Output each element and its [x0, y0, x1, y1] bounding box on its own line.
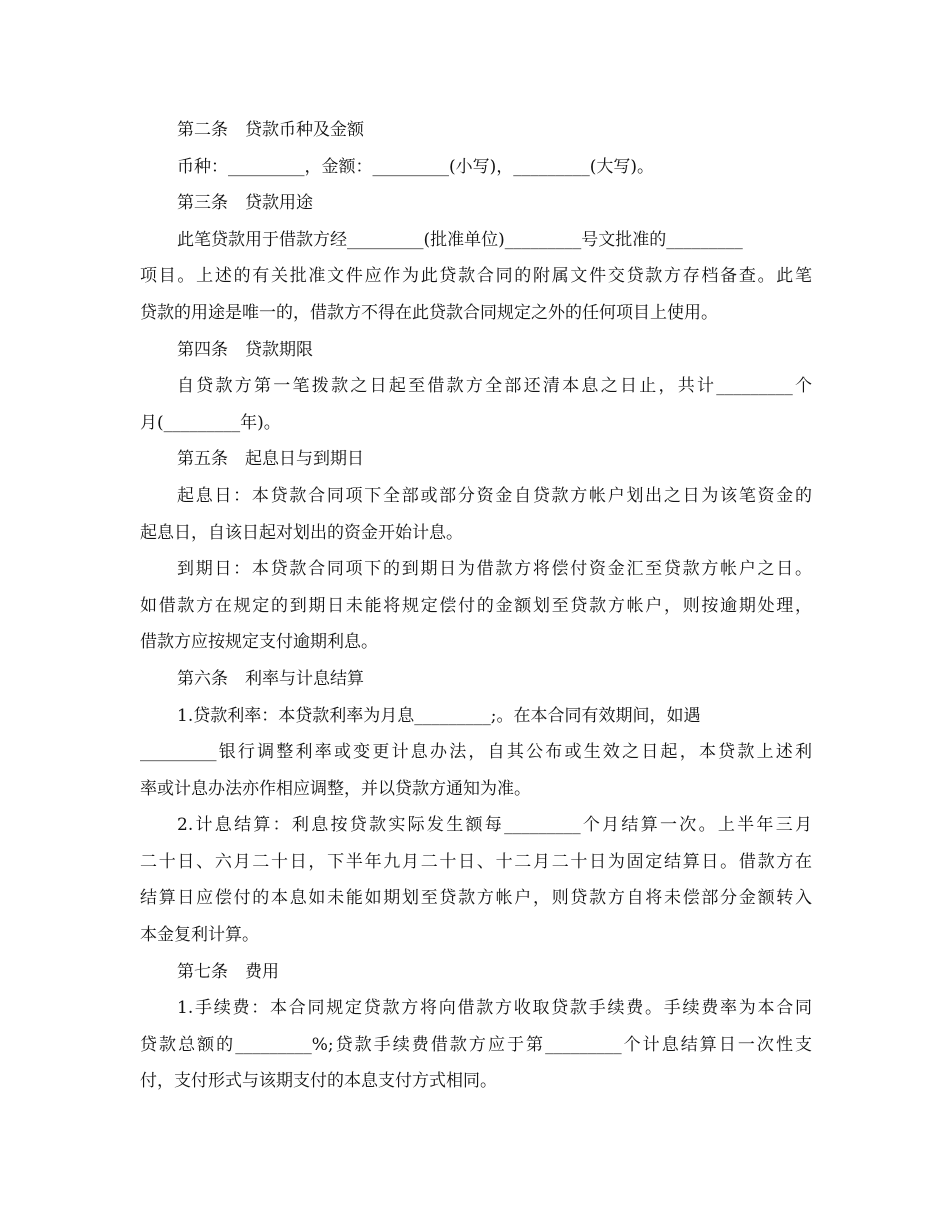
article-4-body-line-2: 月(_________年)。: [140, 412, 281, 433]
article-7-fee-line-2: 贷款总额的_________%;贷款手续费借款方应于第_________个计息结算日一次性支: [140, 1034, 812, 1055]
article-4-body-line-1: 自贷款方第一笔拨款之日起至借款方全部还清本息之日止，共计_________个: [177, 376, 812, 397]
article-6-heading: 第六条 利率与计息结算: [177, 668, 364, 689]
article-6-rate-line-1: 1.贷款利率：本贷款利率为月息_________;。在本合同有效期间，如遇: [177, 705, 701, 726]
article-7-fee-line-3: 付，支付形式与该期支付的本息支付方式相同。: [140, 1071, 497, 1092]
article-6-settlement-line-3: 结算日应偿付的本息如未能如期划至贷款方帐户，则贷款方自将未偿部分金额转入: [140, 888, 812, 909]
article-2-body-line-1: 币种：_________，金额：_________(小写)，_________(大写)。: [177, 156, 655, 177]
article-7-fee-line-1: 1.手续费：本合同规定贷款方将向借款方收取贷款手续费。手续费率为本合同: [177, 998, 812, 1019]
article-2-heading: 第二条 贷款币种及金额: [177, 120, 364, 140]
article-5-heading: 第五条 起息日与到期日: [177, 449, 364, 470]
article-4-heading: 第四条 贷款期限: [177, 339, 313, 360]
article-3-body-line-2: 项目。上述的有关批准文件应作为此贷款合同的附属文件交贷款方存档备查。此笔: [140, 266, 812, 287]
article-6-settlement-line-2: 二十日、六月二十日，下半年九月二十日、十二月二十日为固定结算日。借款方在: [140, 851, 812, 872]
contract-page: [140, 112, 812, 1100]
article-3-heading: 第三条 贷款用途: [177, 193, 313, 214]
article-5-due-line-2: 如借款方在规定的到期日未能将规定偿付的金额划至贷款方帐户，则按逾期处理，: [140, 595, 812, 616]
article-5-due-line-1: 到期日：本贷款合同项下的到期日为借款方将偿付资金汇至贷款方帐户之日。: [177, 559, 812, 580]
article-6-settlement-line-1: 2.计息结算：利息按贷款实际发生额每_________个月结算一次。上半年三月: [177, 815, 812, 836]
article-5-start-line-2: 起息日，自该日起对划出的资金开始计息。: [140, 522, 463, 543]
article-6-settlement-line-4: 本金复利计算。: [140, 925, 259, 946]
article-6-rate-line-3: 率或计息办法亦作相应调整，并以贷款方通知为准。: [140, 778, 531, 799]
article-6-rate-line-2: _________银行调整利率或变更计息办法，自其公布或生效之日起，本贷款上述利: [140, 742, 812, 763]
article-5-start-line-1: 起息日：本贷款合同项下全部或部分资金自贷款方帐户划出之日为该笔资金的: [177, 485, 812, 506]
article-3-body-line-1: 此笔贷款用于借款方经_________(批准单位)_________号文批准的_________: [177, 229, 743, 250]
article-5-due-line-3: 借款方应按规定支付逾期利息。: [140, 632, 378, 653]
article-7-heading: 第七条 费用: [177, 961, 279, 982]
article-3-body-line-3: 贷款的用途是唯一的，借款方不得在此贷款合同规定之外的任何项目上使用。: [140, 302, 718, 323]
